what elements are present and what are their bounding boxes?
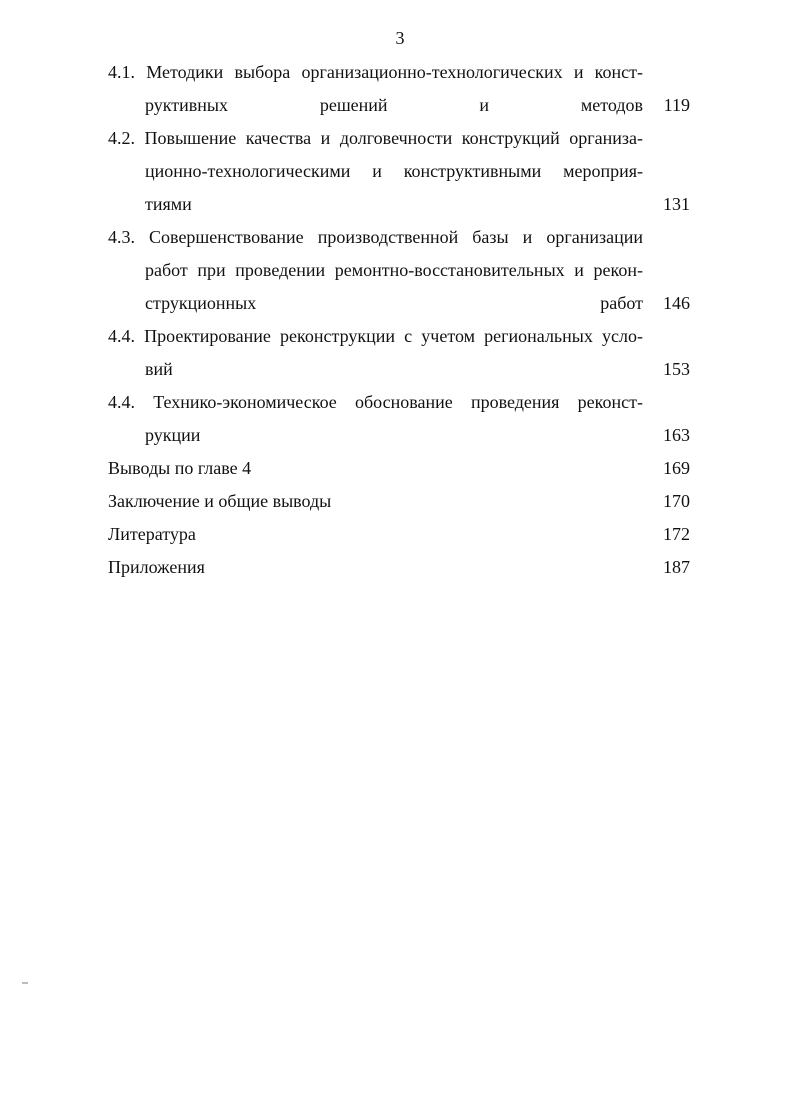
toc-page-number: 163 xyxy=(663,425,690,445)
toc-page-number: 172 xyxy=(663,524,690,544)
toc-entry-text xyxy=(108,551,643,584)
toc-entry-text xyxy=(108,122,643,221)
toc-line: ционно-технологическими и конструктивными мероприя- xyxy=(145,161,643,181)
toc-line: Приложения xyxy=(108,557,205,577)
toc-line: работ при проведении ремонтно-восстановительных и рекон- xyxy=(145,260,643,280)
toc-entry-4-1[interactable] xyxy=(108,56,690,122)
toc-page-number: 187 xyxy=(663,557,690,577)
toc-entry-conclusion[interactable] xyxy=(108,485,690,518)
toc-entry-chapter-4-conclusions[interactable] xyxy=(108,452,690,485)
toc-entry-text xyxy=(108,485,643,518)
toc-line: Выводы по главе 4 xyxy=(108,458,252,478)
toc-entry-4-3[interactable] xyxy=(108,221,690,320)
toc-line: вий xyxy=(145,359,173,379)
toc-line: руктивных решений и методов xyxy=(145,95,643,115)
toc-line: Литература xyxy=(108,524,196,544)
toc-entry-4-2[interactable] xyxy=(108,122,690,221)
toc-entry-4-4[interactable] xyxy=(108,320,690,386)
toc-page-number: 153 xyxy=(663,359,690,379)
toc-line: струкционных работ xyxy=(145,293,643,313)
toc-line: рукции xyxy=(145,425,201,445)
toc-page-number: 119 xyxy=(663,95,690,115)
toc-entry-text xyxy=(108,386,643,452)
toc-entry-text xyxy=(108,320,643,386)
toc-line: 4.1. Методики выбора организационно-технологических и конст- xyxy=(108,62,643,82)
toc-entry-text xyxy=(108,221,643,320)
toc-entry-text xyxy=(108,56,643,122)
toc-entry-appendices[interactable] xyxy=(108,551,690,584)
page-number: 3 xyxy=(395,28,405,48)
toc-entry-text xyxy=(108,518,643,551)
toc-page-number: 146 xyxy=(663,293,690,313)
toc-entry-literature[interactable] xyxy=(108,518,690,551)
toc-page-number: 131 xyxy=(663,194,690,214)
toc-line: Заключение и общие выводы xyxy=(108,491,332,511)
toc-line: 4.4. Технико-экономическое обоснование проведения реконст- xyxy=(108,392,643,412)
toc-line: 4.4. Проектирование реконструкции с учетом региональных усло- xyxy=(108,326,643,346)
toc-entry-text xyxy=(108,452,643,485)
toc-line: тиями xyxy=(145,194,192,214)
toc-page-number: 169 xyxy=(663,458,690,478)
table-of-contents xyxy=(108,56,690,584)
toc-page-number: 170 xyxy=(663,491,690,511)
toc-line: 4.2. Повышение качества и долговечности конструкций организа- xyxy=(108,128,643,148)
toc-line: 4.3. Совершенствование производственной базы и организации xyxy=(108,227,643,247)
toc-entry-4-4-economic[interactable] xyxy=(108,386,690,452)
scan-speck xyxy=(22,982,28,984)
